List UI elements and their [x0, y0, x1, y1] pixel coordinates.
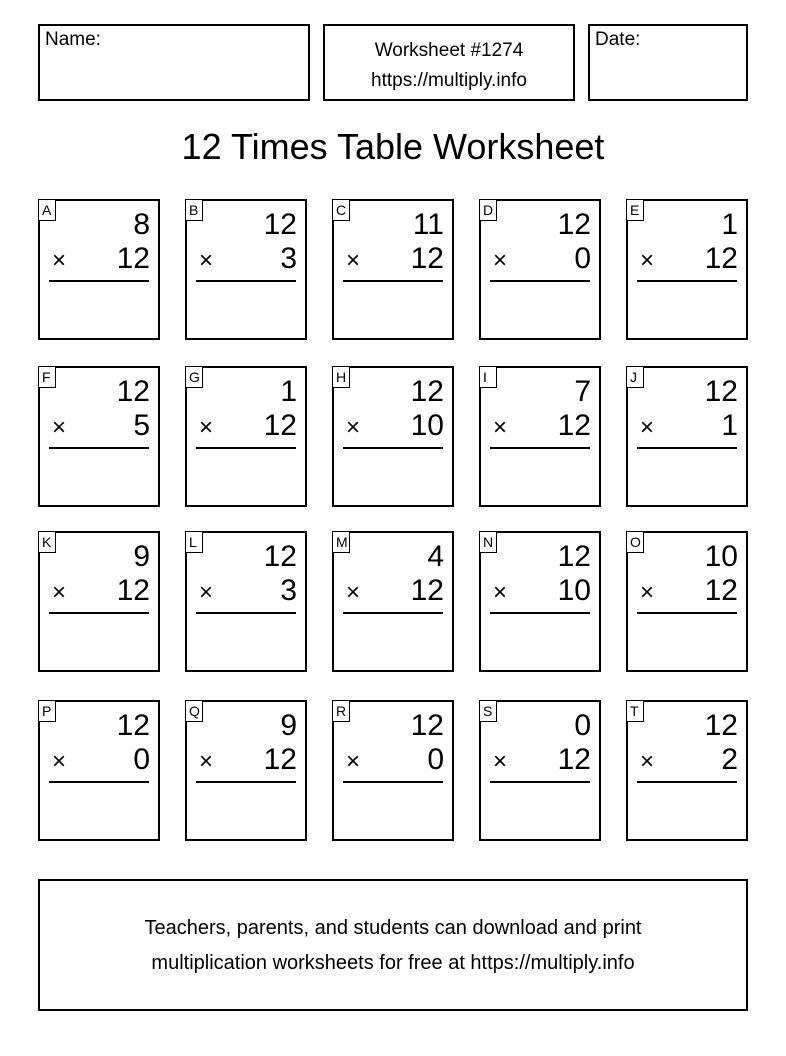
problem-label: R: [332, 700, 350, 722]
problem-box: [332, 700, 454, 841]
problem-multiplier: 10: [410, 409, 444, 442]
problem-label: S: [479, 700, 497, 722]
problem-box: [185, 700, 307, 841]
problem-label: B: [185, 199, 203, 221]
problem-label: K: [38, 531, 56, 553]
problem-box: [626, 531, 748, 672]
answer-line: [490, 781, 590, 783]
problem-multiplier: 12: [410, 242, 444, 275]
problem-multiplicand: 12: [557, 208, 591, 241]
problem-label: D: [479, 199, 497, 221]
problem-multiplicand: 12: [410, 375, 444, 408]
problem-multiplicand: 10: [704, 540, 738, 573]
times-sign: ×: [493, 748, 508, 775]
problem-label: P: [38, 700, 56, 722]
problem-label: I: [479, 366, 497, 388]
problem-multiplier: 3: [280, 242, 297, 275]
problem-multiplicand: 12: [263, 540, 297, 573]
problem-multiplicand: 7: [574, 375, 591, 408]
problem-multiplier: 12: [557, 743, 591, 776]
answer-line: [637, 447, 737, 449]
problem-multiplicand: 1: [280, 375, 297, 408]
problem-multiplicand: 11: [412, 208, 444, 241]
times-sign: ×: [52, 748, 67, 775]
problem-label: L: [185, 531, 203, 553]
problem-box: [38, 700, 160, 841]
problem-multiplier: 12: [263, 409, 297, 442]
problem-label: J: [626, 366, 644, 388]
problem-multiplicand: 9: [133, 540, 150, 573]
problem-multiplier: 2: [721, 743, 738, 776]
problem-box: [185, 531, 307, 672]
answer-line: [637, 781, 737, 783]
answer-line: [343, 447, 443, 449]
name-label: Name:: [45, 29, 101, 50]
problem-multiplier: 12: [410, 574, 444, 607]
problem-box: [332, 531, 454, 672]
page-title: 12 Times Table Worksheet: [181, 126, 605, 167]
problem-multiplier: 12: [704, 242, 738, 275]
footer-line-1: Teachers, parents, and students can download and print: [144, 917, 642, 939]
times-sign: ×: [640, 414, 655, 441]
times-sign: ×: [346, 247, 361, 274]
problem-label: A: [38, 199, 56, 221]
problem-multiplier: 5: [133, 409, 150, 442]
problem-label: H: [332, 366, 350, 388]
problem-multiplier: 12: [704, 574, 738, 607]
problem-label: Q: [185, 700, 203, 722]
problem-box: [626, 199, 748, 340]
problem-label: T: [626, 700, 644, 722]
answer-line: [343, 781, 443, 783]
times-sign: ×: [493, 579, 508, 606]
footer-line-2: multiplication worksheets for free at https://multiply.info: [151, 952, 635, 974]
times-sign: ×: [346, 414, 361, 441]
problem-multiplicand: 9: [280, 709, 297, 742]
problem-box: [185, 199, 307, 340]
problem-multiplier: 0: [427, 743, 444, 776]
problem-label: G: [185, 366, 203, 388]
times-sign: ×: [199, 414, 214, 441]
problem-box: [479, 366, 601, 507]
problem-multiplier: 10: [557, 574, 591, 607]
times-sign: ×: [493, 247, 508, 274]
problem-multiplier: 12: [116, 574, 150, 607]
problem-box: [185, 366, 307, 507]
problem-box: [332, 199, 454, 340]
times-sign: ×: [199, 579, 214, 606]
answer-line: [343, 280, 443, 282]
problem-multiplicand: 12: [116, 375, 150, 408]
times-sign: ×: [640, 247, 655, 274]
problem-box: [479, 700, 601, 841]
times-sign: ×: [199, 748, 214, 775]
problem-multiplicand: 0: [574, 709, 591, 742]
times-sign: ×: [640, 748, 655, 775]
answer-line: [49, 280, 149, 282]
answer-line: [490, 612, 590, 614]
problem-multiplier: 0: [133, 743, 150, 776]
answer-line: [637, 612, 737, 614]
problem-box: [38, 199, 160, 340]
times-sign: ×: [52, 579, 67, 606]
problem-box: [38, 366, 160, 507]
problem-multiplier: 12: [557, 409, 591, 442]
problem-multiplicand: 4: [427, 540, 444, 573]
problem-box: [38, 531, 160, 672]
problem-label: C: [332, 199, 350, 221]
times-sign: ×: [640, 579, 655, 606]
answer-line: [490, 447, 590, 449]
date-label: Date:: [595, 29, 641, 50]
problem-multiplicand: 12: [116, 709, 150, 742]
problem-box: [626, 366, 748, 507]
times-sign: ×: [52, 414, 67, 441]
worksheet-url: https://multiply.info: [371, 70, 527, 91]
answer-line: [49, 612, 149, 614]
problem-multiplicand: 1: [721, 208, 738, 241]
times-sign: ×: [52, 247, 67, 274]
times-sign: ×: [199, 247, 214, 274]
answer-line: [49, 447, 149, 449]
problem-multiplier: 3: [280, 574, 297, 607]
problem-label: N: [479, 531, 497, 553]
problem-multiplier: 12: [116, 242, 150, 275]
footer-box: [38, 879, 748, 1011]
problem-box: [332, 366, 454, 507]
problem-multiplier: 1: [721, 409, 738, 442]
answer-line: [196, 612, 296, 614]
answer-line: [637, 280, 737, 282]
answer-line: [49, 781, 149, 783]
times-sign: ×: [346, 579, 361, 606]
answer-line: [343, 612, 443, 614]
problem-label: M: [332, 531, 350, 553]
problem-multiplicand: 8: [133, 208, 150, 241]
problem-box: [479, 199, 601, 340]
problem-multiplicand: 12: [263, 208, 297, 241]
problem-multiplicand: 12: [704, 709, 738, 742]
problem-label: E: [626, 199, 644, 221]
times-sign: ×: [493, 414, 508, 441]
times-sign: ×: [346, 748, 361, 775]
answer-line: [490, 280, 590, 282]
answer-line: [196, 280, 296, 282]
problem-multiplier: 0: [574, 242, 591, 275]
problem-multiplier: 12: [263, 743, 297, 776]
worksheet-number: Worksheet #1274: [374, 40, 524, 61]
answer-line: [196, 447, 296, 449]
problem-multiplicand: 12: [410, 709, 444, 742]
problem-multiplicand: 12: [704, 375, 738, 408]
problem-box: [479, 531, 601, 672]
answer-line: [196, 781, 296, 783]
problem-multiplicand: 12: [557, 540, 591, 573]
problem-box: [626, 700, 748, 841]
problem-label: F: [38, 366, 56, 388]
problem-label: O: [626, 531, 644, 553]
